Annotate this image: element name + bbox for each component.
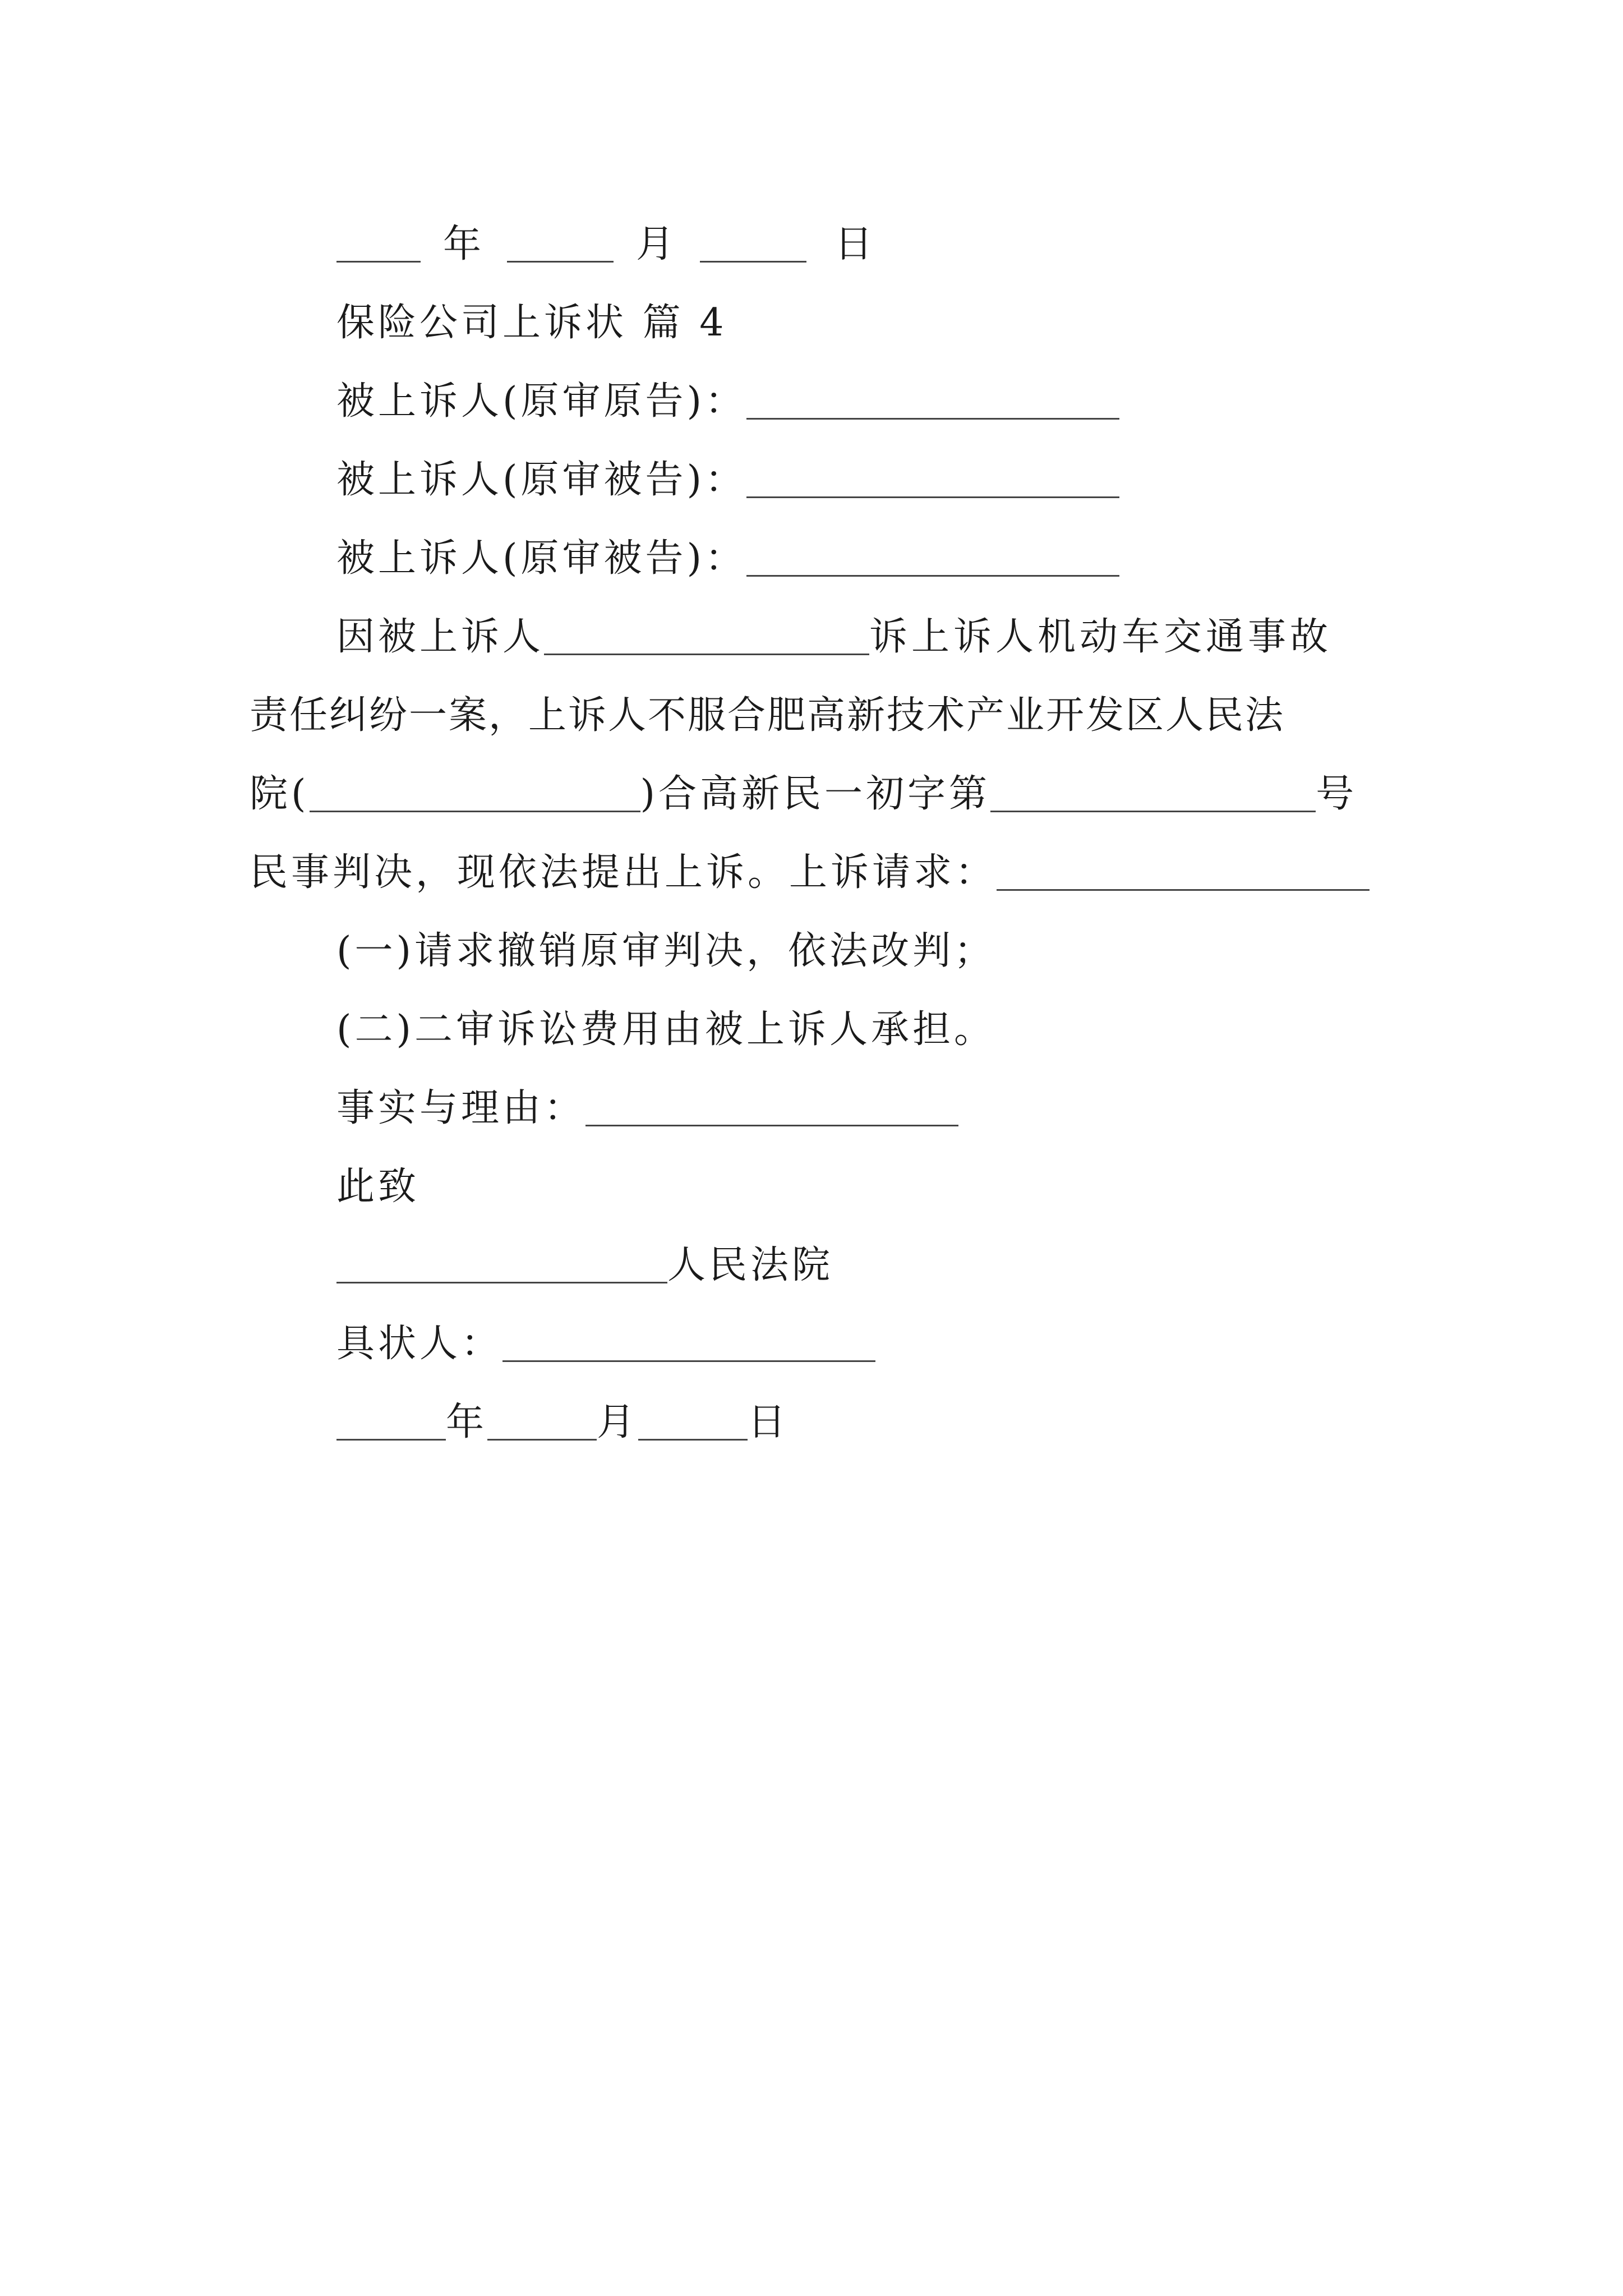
month-label: 月: [636, 222, 678, 266]
facts-reasons-label: 事实与理由：: [336, 1086, 586, 1130]
year-label: 年: [443, 222, 485, 266]
para1-line3: [250, 757, 1382, 816]
para1-line3-end: 号: [1316, 772, 1358, 816]
para1-line3-start: 院(: [250, 772, 310, 816]
court-suffix: 人民法院: [667, 1243, 834, 1287]
month-blank: [507, 260, 614, 263]
request-item-2: [336, 993, 996, 1052]
appeal-request-blank: [997, 888, 1370, 891]
day-blank-2: [638, 1438, 748, 1441]
year-label-2: 年: [446, 1400, 488, 1444]
day-blank: [700, 260, 806, 263]
month-label-2: 月: [597, 1400, 639, 1444]
court-line: [336, 1228, 833, 1285]
day-label: 日: [834, 222, 877, 266]
request-item-2-text: (二)二审诉讼费用由被上诉人承担。: [336, 1007, 996, 1052]
facts-reasons-blank: [585, 1124, 958, 1126]
appellee-defendant-line-2: [336, 522, 1119, 581]
day-label-2: 日: [748, 1400, 790, 1444]
closing-text: 此致: [336, 1165, 420, 1209]
para1-line2-text: 责任纠纷一案，上诉人不服合肥高新技术产业开发区人民法: [250, 693, 1285, 738]
year-blank: [336, 260, 421, 263]
request-item-1-text: (一)请求撤销原审判决，依法改判；: [336, 929, 996, 973]
para1-line2: [250, 679, 1382, 738]
section-title: [336, 286, 727, 345]
appellee-defendant-line-1: [336, 443, 1119, 502]
date-line-bottom: [336, 1386, 789, 1442]
appellee-defendant-blank-2: [746, 574, 1119, 577]
appellee-plaintiff-blank: [746, 417, 1119, 420]
appellee-plaintiff-label: 被上诉人(原审原告)：: [336, 379, 747, 424]
case-number-blank: [990, 809, 1316, 812]
para1-line4-text: 民事判决，现依法提出上诉。上诉请求：: [250, 850, 997, 895]
facts-reasons-line: [336, 1071, 958, 1128]
para1-line3-mid: )合高新民一初字第: [640, 772, 991, 816]
request-item-1: [336, 914, 996, 973]
para1-line1-end: 诉上诉人机动车交通事故: [869, 615, 1332, 659]
appellee-defendant-label-2: 被上诉人(原审被告)：: [336, 536, 747, 581]
signer-line: [336, 1307, 875, 1366]
section-title-text: 保险公司上诉状 篇 4: [336, 301, 727, 345]
date-line-top: [336, 208, 876, 264]
para1-line1: [336, 600, 1382, 659]
para1-line1-start: 因被上诉人: [336, 615, 545, 659]
court-name-blank: [336, 1281, 667, 1283]
appellee-defendant-label-1: 被上诉人(原审被告)：: [336, 458, 747, 502]
signer-label: 具状人：: [336, 1322, 503, 1366]
appellee-plaintiff-line: [336, 365, 1119, 424]
signer-blank: [502, 1359, 875, 1362]
closing-line: [336, 1150, 420, 1209]
appellee-defendant-blank-1: [746, 495, 1119, 498]
year-blank-2: [336, 1438, 446, 1441]
para1-line4: [250, 836, 1382, 895]
case-year-blank: [310, 809, 640, 812]
appellee-name-blank: [544, 652, 869, 655]
month-blank-2: [487, 1438, 597, 1441]
